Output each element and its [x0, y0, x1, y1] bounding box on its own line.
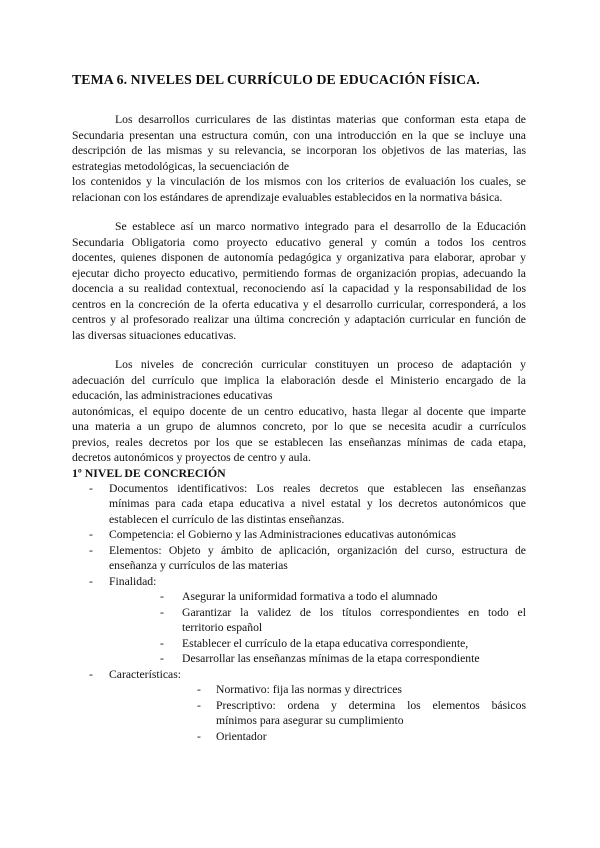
list-item [72, 481, 526, 528]
dash-bullet: - [197, 729, 201, 743]
text-line: enseñanza y currículos de las materias [109, 559, 288, 572]
text-line: previos, reales decretos por los que se establecen las enseñanzas mínimas de cada etapa, [72, 435, 526, 449]
section-heading: 1º NIVEL DE CONCRECIÓN [72, 465, 226, 480]
text-line: docentes, quienes disponen de autonomía pedagógica y organizativa para elaborar, aprobar y [72, 251, 526, 264]
dash-bullet: - [197, 683, 201, 696]
text-line: Finalidad: [109, 574, 157, 588]
text-line: centros y al profesorado realizar una última concreción y adaptación curricular en función de [72, 313, 526, 326]
dash-bullet: - [160, 652, 164, 665]
paragraph-1 [72, 112, 526, 205]
text-line: Competencia: el Gobierno y las Administraciones educativas autonómicas [109, 528, 456, 541]
text-line: Los niveles de concreción curricular constituyen un proceso de adaptación y [115, 358, 526, 371]
text-line: educación, las administraciones educativas [72, 389, 273, 402]
text-line: Desarrollar las enseñanzas mínimas de la etapa correspondiente [182, 652, 480, 665]
text-line: Documentos identificativos: Los reales decretos que establecen las enseñanzas [109, 481, 526, 495]
sublist-item [72, 651, 526, 667]
text-line: una materia a un grupo de alumnos concreto, por lo que se necesita acudir a currículos [72, 420, 526, 433]
text-line: Establecer el currículo de la etapa educativa correspondiente, [182, 636, 469, 650]
document-title: TEMA 6. NIVELES DEL CURRÍCULO DE EDUCACIÓN FÍSICA. [72, 72, 480, 87]
text-line: Elementos: Objeto y ámbito de aplicación, organización del curso, estructura de [109, 543, 526, 557]
text-line: Los desarrollos curriculares de las distintas materias que conforman esta etapa de [115, 113, 526, 126]
list-item [72, 574, 526, 590]
text-line: Prescriptivo: ordena y determina los elementos básicos [216, 698, 526, 712]
text-line: Características: [109, 667, 182, 681]
text-line: Garantizar la validez de los títulos correspondientes en todo el [182, 605, 526, 619]
sublist-item [72, 682, 526, 698]
text-line: mínimas para cada etapa educativa a nivel estatal y los decretos autonómicos que [109, 497, 526, 510]
text-line: autonómicas, el equipo docente de un centro educativo, hasta llegar al docente que imparte [72, 404, 526, 418]
dash-bullet: - [89, 667, 93, 681]
dash-bullet: - [89, 528, 93, 541]
text-line: los contenidos y la vinculación de los mismos con los criterios de evaluación los cuales, se [72, 175, 526, 188]
text-line: Asegurar la uniformidad formativa a todo el alumnado [182, 590, 438, 603]
document-page [72, 72, 526, 744]
dash-bullet: - [89, 543, 93, 557]
text-line: Secundaria Obligatoria como proyecto educativo general y común a todos los centros [72, 235, 526, 249]
dash-bullet: - [160, 636, 164, 650]
text-line: descripción de las mismas y su relevancia, se incorporan los objetivos de las materias, las [72, 144, 526, 157]
list-item [72, 527, 526, 543]
text-line: centros en la concreción de la oferta educativa y el desarrollo curricular, corresponderá, a los [72, 297, 526, 311]
text-line: Orientador [216, 729, 267, 743]
text-line: ejecutar dicho proyecto educativo, permitiendo formas de organización propias, adecuando la [72, 266, 526, 280]
list-item [72, 667, 526, 683]
concretion-list-continued [72, 667, 526, 683]
caracteristicas-sublist [72, 682, 526, 744]
text-line: mínimos para asegurar su cumplimiento [216, 714, 404, 727]
sublist-item [72, 605, 526, 636]
text-line: las diversas situaciones educativas. [72, 328, 237, 342]
text-line: relacionan con los estándares de aprendizaje evaluables establecidos en la normativa básica. [72, 190, 503, 204]
text-line: territorio español [182, 621, 263, 634]
sublist-item [72, 589, 526, 605]
concretion-list [72, 481, 526, 590]
paragraph-2 [72, 219, 526, 343]
sublist-item [72, 729, 526, 745]
text-line: Se establece así un marco normativo integrado para el desarrollo de la Educación [115, 220, 526, 233]
text-line: decretos autonómicos y proyectos de centro y aula. [72, 451, 311, 464]
paragraph-3 [72, 357, 526, 466]
dash-bullet: - [160, 590, 164, 603]
text-line: Normativo: fija las normas y directrices [216, 683, 402, 696]
dash-bullet: - [89, 481, 93, 495]
sublist-item [72, 698, 526, 729]
text-line: Secundaria presentan una estructura común, con una introducción en la que se incluye una [72, 128, 526, 142]
text-line: adecuación del currículo que implica la elaboración desde el Ministerio encargado de la [72, 373, 526, 387]
sublist-item [72, 636, 526, 652]
text-line: estrategias metodológicas, la secuenciación de [72, 159, 290, 173]
text-line: establecen el currículo de las distintas enseñanzas. [109, 512, 345, 526]
list-item [72, 543, 526, 574]
finalidad-sublist [72, 589, 526, 667]
dash-bullet: - [89, 574, 93, 588]
text-line: docencia a su realidad contextual, reconociendo así la capacidad y la responsabilidad de los [72, 282, 526, 295]
dash-bullet: - [197, 698, 201, 712]
dash-bullet: - [160, 605, 164, 619]
